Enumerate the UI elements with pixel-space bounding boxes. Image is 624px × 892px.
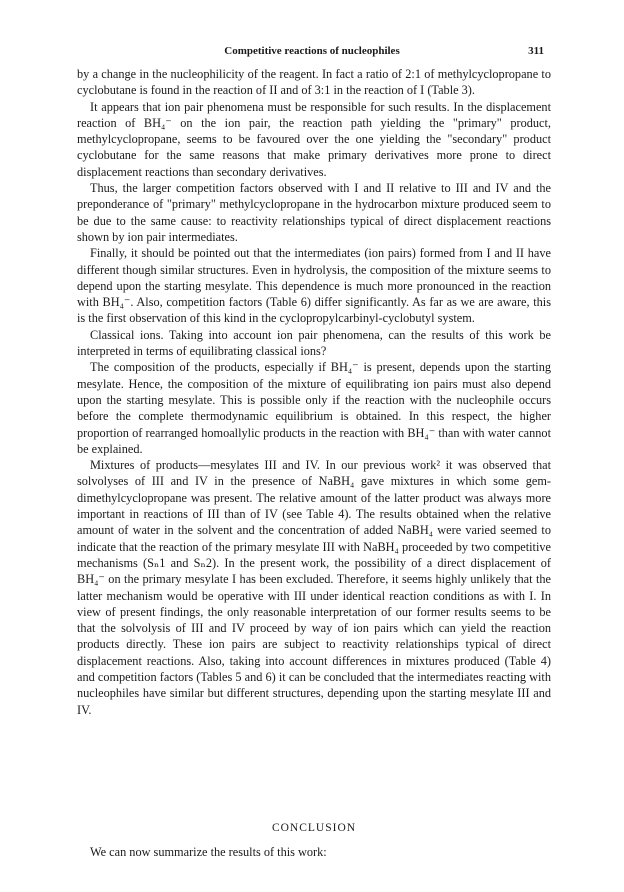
paragraph-6: The composition of the products, especially if BH₄⁻ is present, depends upon the starting mesylate. Hence, the composition of the mixture of equilibrating ion pairs must also depend upon the starting mesylate. This is possible only if the reaction with the nucleophile occurs before the complete thermodynamic equilibrium is obtained. In this respect, the higher proportion of rearranged homoallylic products in the reaction with BH₄⁻ than with water cannot be explained. [77, 360, 551, 456]
body-text [77, 66, 551, 718]
paragraph-7: Mixtures of products—mesylates III and IV. In our previous work² it was observed that solvolyses of III and IV in the presence of NaBH₄ gave mixtures in which some gem-dimethylcyclopropane was present. The relative amount of the latter product was always more important in reactions of III than of IV (see Table 4). The results obtained when the relative amount of water in the solvent and the concentration of added NaBH₄ were varied seemed to indicate that the reaction of the primary mesylate III with NaBH₄ proceeded by two competitive mechanisms (Sₙ1 and Sₙ2). In the present work, the possibility of a direct displacement of BH₄⁻ on the primary mesylate I has been excluded. Therefore, it seems highly unlikely that the latter mechanism would be operative with III under identical reaction conditions as with I. In view of present findings, the only reasonable interpretation of our former results seems to be that the solvolysis of III and IV proceed by way of ion pairs which can yield the reaction products directly. These ion pairs are subject to reactivity relationships typical of direct displacement reactions. Also, taking into account differences in mixtures produced (Table 4) and competition factors (Tables 5 and 6) it can be concluded that the intermediates reacting with nucleophiles have similar but different structures, depending upon the starting mesylate III and IV. [77, 458, 551, 717]
paragraph-1: by a change in the nucleophilicity of the reagent. In fact a ratio of 2:1 of methylcyclopropane to cyclobutane is found in the reaction of II and of 3:1 in the reaction of I (Table 3). [77, 67, 551, 98]
paragraph-3: Thus, the larger competition factors observed with I and II relative to III and IV and the preponderance of "primary" methylcyclopropane in the hydrocarbon mixture produced seem to be due to the same cause: to reactivity relationships typical of direct displacement reactions shown by ion pair intermediates. [77, 181, 551, 244]
paragraph-5: Classical ions. Taking into account ion pair phenomena, can the results of this work be interpreted in terms of equilibrating classical ions? [77, 327, 551, 359]
closing-line: We can now summarize the results of this work: [90, 845, 327, 859]
paragraph-4: Finally, it should be pointed out that the intermediates (ion pairs) formed from I and II have different though similar structures. Even in hydrolysis, the composition of the mixture seems to depend upon the starting mesylate. This dependence is much more pronounced in the reaction with BH₄⁻. Also, competition factors (Table 6) differ significantly. As far as we are aware, this is the first observation of this kind in the cyclopropylcarbinyl-cyclobutyl system. [77, 246, 551, 326]
page-number: 311 [528, 45, 544, 57]
paragraph-2: It appears that ion pair phenomena must be responsible for such results. In the displacement reaction of BH₄⁻ on the ion pair, the reaction path yielding the "primary" product, methylcyclopropane, seems to be favoured over the one yielding the "secondary" product cyclobutane for the same reasons that make primary derivatives more prone to direct displacement reactions than secondary derivatives. [77, 99, 551, 179]
running-title: Competitive reactions of nucleophiles [224, 45, 400, 57]
section-heading: CONCLUSION [271, 822, 357, 834]
